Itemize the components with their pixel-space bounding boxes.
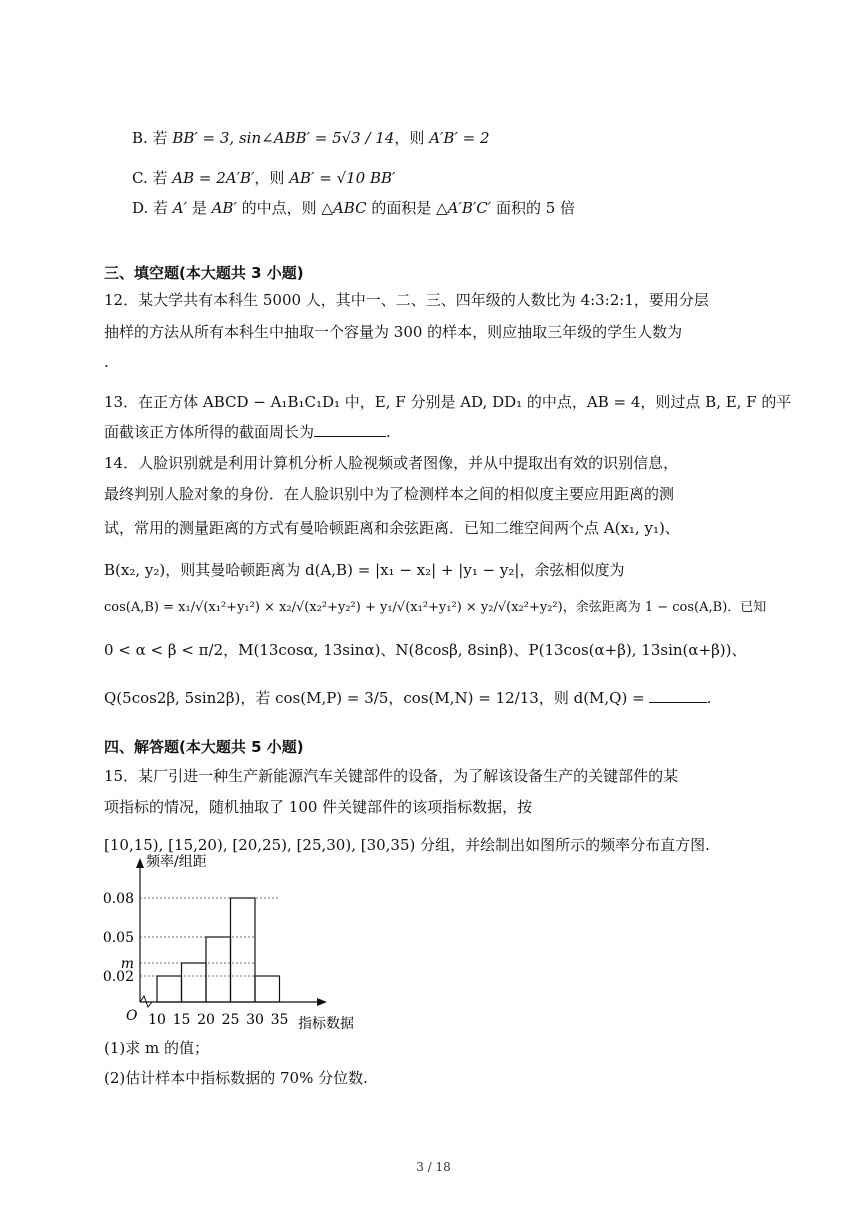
x-axis-label: 指标数据 (298, 1016, 354, 1032)
option-c-result: AB′ = √10 BB′ (289, 169, 396, 187)
x-tick-label: 35 (270, 1012, 289, 1028)
q13-line2-text: 面截该正方体所得的截面周长为 (104, 423, 315, 441)
answer-blank[interactable] (314, 422, 386, 437)
option-b-result: A′B′ = 2 (429, 129, 490, 147)
q12-line3: . (104, 353, 109, 371)
y-tick-label: 0.05 (102, 930, 134, 946)
q12-line1: 12．某大学共有本科生 5000 人，其中一、二、三、四年级的人数比为 4:3:2:1，要用分层 (104, 291, 709, 309)
histogram-bar (157, 976, 182, 1002)
option-c (132, 168, 395, 188)
q13-line2: 面截该正方体所得的截面周长为 . (104, 423, 391, 441)
section-4-title: 四、解答题(本大题共 5 小题) (104, 738, 304, 756)
y-axis-arrow (136, 858, 144, 868)
x-tick-label: 25 (221, 1012, 240, 1028)
option-b-prefix: B. 若 (132, 129, 173, 147)
q14-line5: cos(A,B) = x₁/√(x₁²+y₁²) × x₂/√(x₂²+y₂²) + y₁/√(x₁²+y₁²) × y₂/√(x₂²+y₂²)，余弦距离为 1 − cos(A,B)．已知 (104, 600, 767, 615)
y-tick-label: 0.02 (102, 969, 134, 985)
option-c-condition: AB = 2A′B′ (172, 169, 255, 187)
answer-blank[interactable] (649, 688, 707, 703)
q15-sub1: (1)求 m 的值； (104, 1039, 210, 1057)
q14-line1: 14．人脸识别就是利用计算机分析人脸视频或者图像，并从中提取出有效的识别信息， (104, 454, 679, 472)
histogram-bar (206, 937, 231, 1002)
q15-sub2: (2)估计样本中指标数据的 70% 分位数. (104, 1069, 368, 1087)
page-footer: 3 / 18 (416, 1160, 451, 1174)
option-c-mid: ，则 (254, 169, 290, 187)
option-d-t2: 的中点，则 (236, 199, 322, 217)
y-axis-label: 频率/组距 (146, 854, 207, 870)
q15-line2: 项指标的情况，随机抽取了 100 件关键部件的该项指标数据，按 (104, 798, 533, 816)
x-tick-label: 20 (197, 1012, 215, 1028)
option-d-m2: AB′ (211, 199, 237, 217)
option-d (132, 198, 575, 218)
origin-label: O (126, 1008, 138, 1024)
option-c-prefix: C. 若 (132, 169, 173, 187)
option-d-t1: 是 (187, 199, 212, 217)
option-b (132, 128, 490, 148)
option-d-m4: △A′B′C′ (436, 199, 492, 217)
option-d-m3: △ABC (321, 199, 367, 217)
q14-line6: 0 < α < β < π/2，M(13cosα, 13sinα)、N(8cosβ, 8sinβ)、P(13cos(α+β), 13sin(α+β))、 (104, 641, 747, 659)
option-d-t4: 面积的 5 倍 (491, 199, 576, 217)
q12-line2: 抽样的方法从所有本科生中抽取一个容量为 300 的样本，则应抽取三年级的学生人数为 (104, 323, 683, 341)
y-tick-label: 0.08 (102, 891, 134, 907)
q15-line1: 15．某厂引进一种生产新能源汽车关键部件的设备，为了解该设备生产的关键部件的某 (104, 767, 679, 785)
q14-line2: 最终判别人脸对象的身份．在人脸识别中为了检测样本之间的相似度主要应用距离的测 (104, 485, 675, 503)
q14-line4: B(x₂, y₂)，则其曼哈顿距离为 d(A,B) = |x₁ − x₂| + |y₁ − y₂|，余弦相似度为 (104, 561, 625, 579)
q14-line7: Q(5cos2β, 5sin2β)，若 cos(M,P) = 3/5，cos(M,N) = 12/13，则 d(M,Q) = . (104, 689, 712, 707)
x-tick-label: 15 (172, 1012, 191, 1028)
x-tick-label: 30 (246, 1012, 264, 1028)
option-d-t3: 的面积是 (366, 199, 437, 217)
option-b-condition: BB′ = 3, sin∠ABB′ = 5√3 / 14 (172, 129, 395, 147)
q15-line3: [10,15), [15,20), [20,25), [25,30), [30,35) 分组，并绘制出如图所示的频率分布直方图. (104, 836, 710, 854)
histogram-bar (182, 963, 207, 1002)
q14-line3: 试，常用的测量距离的方式有曼哈顿距离和余弦距离．已知二维空间两个点 A(x₁, y₁)、 (104, 519, 680, 537)
option-b-mid: ，则 (394, 129, 430, 147)
histogram-bar (231, 898, 256, 1002)
q13-line1: 13．在正方体 ABCD − A₁B₁C₁D₁ 中，E, F 分别是 AD, DD₁ 的中点，AB = 4，则过点 B, E, F 的平 (104, 393, 792, 411)
option-d-prefix: D. 若 (132, 199, 173, 217)
q14-line7-text: Q(5cos2β, 5sin2β)，若 cos(M,P) = 3/5，cos(M,N) = 12/13，则 d(M,Q) = (104, 689, 645, 707)
x-tick-label: 10 (148, 1012, 166, 1028)
option-d-m1: A′ (172, 199, 188, 217)
y-tick-label: m (120, 956, 134, 972)
section-3-title: 三、填空题(本大题共 3 小题) (104, 264, 304, 282)
histogram-bar (255, 976, 280, 1002)
x-axis-arrow (317, 998, 327, 1006)
frequency-histogram (95, 850, 375, 1035)
